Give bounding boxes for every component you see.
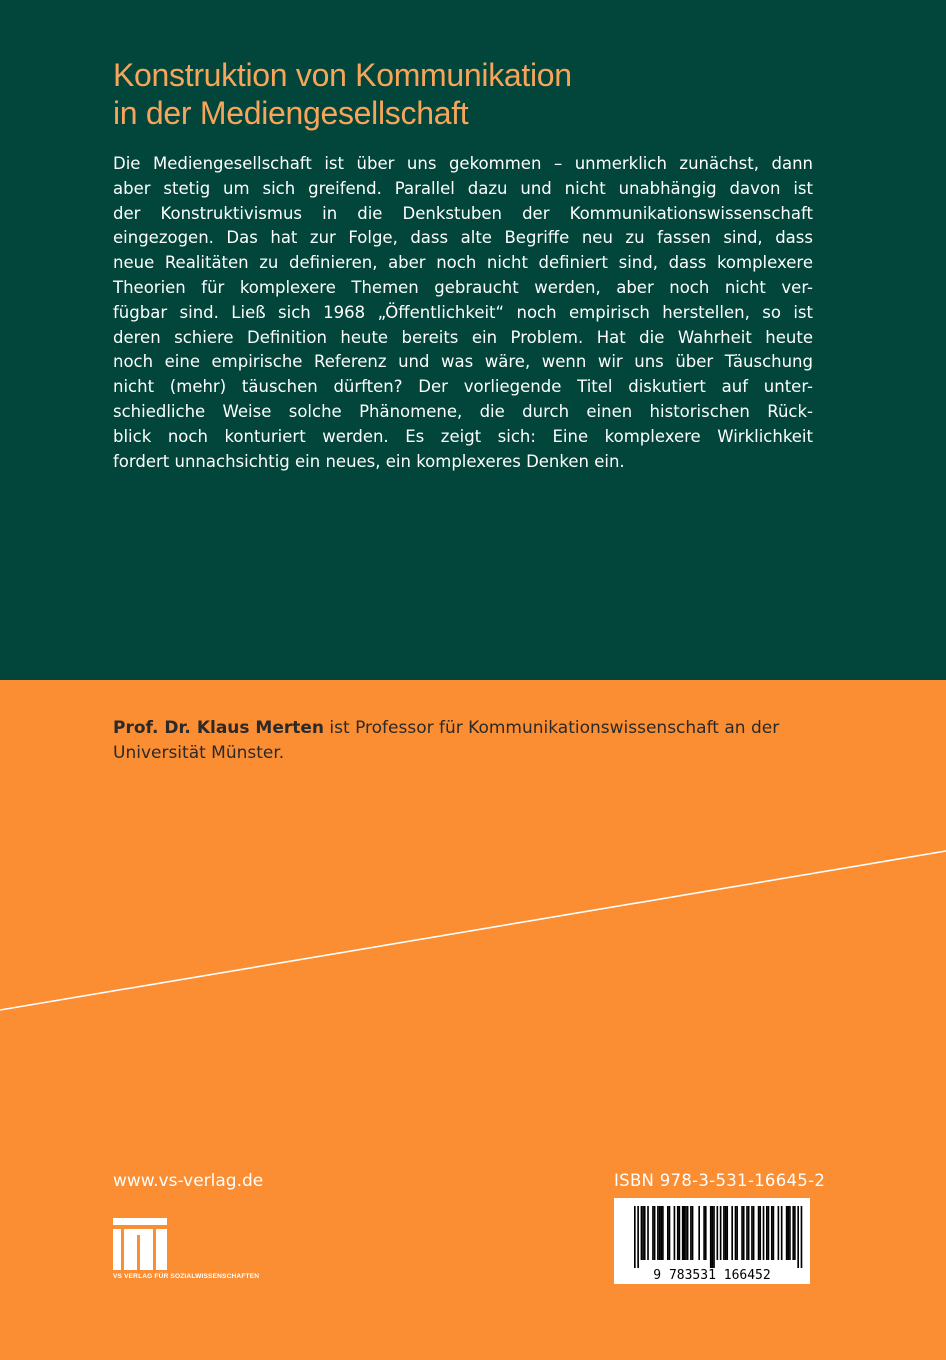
- barcode-bar: [789, 1206, 791, 1260]
- barcode-bar: [679, 1206, 681, 1260]
- barcode-bar: [792, 1206, 794, 1260]
- barcode-bar: [674, 1206, 676, 1260]
- barcode-bar: [685, 1206, 687, 1260]
- barcode-bar: [634, 1206, 636, 1268]
- barcode-bar: [720, 1206, 722, 1260]
- blurb-line: der Konstruktivismus in die Denkstuben der Kommunikationswissenschaft: [113, 203, 813, 223]
- barcode-bar: [766, 1206, 768, 1260]
- barcode-bar: [743, 1206, 745, 1260]
- barcode-bar: [717, 1206, 719, 1260]
- barcode-bar: [652, 1206, 654, 1260]
- barcode-bar: [753, 1206, 755, 1260]
- blurb-line: nicht (mehr) täuschen dürften? Der vorliegende Titel diskutiert auf unter-: [113, 377, 813, 397]
- barcode-bar: [654, 1206, 656, 1260]
- isbn-label: ISBN 978-3-531-16645-2: [614, 1171, 826, 1190]
- barcode-bar: [644, 1206, 646, 1260]
- book-title: [113, 56, 572, 132]
- barcode-bar: [682, 1206, 684, 1260]
- barcode-bar: [669, 1206, 671, 1260]
- barcode-bar: [741, 1206, 743, 1260]
- diagonal-divider-line: [0, 840, 946, 1020]
- barcode-bar: [712, 1206, 714, 1268]
- barcode-bar: [692, 1206, 694, 1260]
- barcode-bar: [801, 1206, 803, 1268]
- barcode-bar: [771, 1206, 773, 1260]
- barcode-bar: [723, 1206, 725, 1260]
- barcode-bar: [731, 1206, 733, 1260]
- blurb-line: neue Realitäten zu definieren, aber noch nicht definiert sind, dass komplexere: [113, 253, 813, 273]
- barcode-bar: [794, 1206, 796, 1260]
- barcode-bar: [687, 1206, 689, 1260]
- barcode-bar: [690, 1206, 692, 1260]
- barcode-bar: [768, 1206, 770, 1260]
- barcode-bar: [758, 1206, 760, 1260]
- barcode-bar: [710, 1206, 712, 1268]
- barcode-bar: [662, 1206, 664, 1260]
- blurb-line: schiedliche Weise solche Phänomene, die durch einen historischen Rück-: [113, 401, 813, 421]
- barcode-bar: [778, 1206, 780, 1260]
- book-title-line-2: in der Mediengesellschaft: [113, 95, 469, 131]
- barcode-bar: [667, 1206, 669, 1260]
- barcode-bar: [660, 1206, 662, 1260]
- barcode-bar: [659, 1206, 661, 1260]
- barcode-bar: [781, 1206, 783, 1260]
- barcode-bar: [642, 1206, 644, 1260]
- barcode-bar: [797, 1206, 799, 1268]
- barcode-bar: [787, 1206, 789, 1260]
- barcode-bar: [736, 1206, 738, 1260]
- blurb-line: deren schiere Definition heute bereits ein Problem. Hat die Wahrheit heute: [113, 327, 813, 347]
- publisher-url[interactable]: www.vs-verlag.de: [113, 1171, 264, 1191]
- barcode-digits: 9 783531 166452: [653, 1268, 771, 1283]
- barcode-bar: [657, 1206, 659, 1260]
- blurb-line: fügbar sind. Ließ sich 1968 „Öffentlichkeit“ noch empirisch herstellen, so ist: [113, 302, 813, 322]
- author-bio: [113, 716, 833, 766]
- barcode-bar: [746, 1206, 748, 1260]
- barcode-bar: [773, 1206, 775, 1260]
- blurb-line: Die Mediengesellschaft ist über uns gekommen – unmerklich zunächst, dann: [113, 154, 813, 173]
- blurb-line: Theorien für komplexere Themen gebraucht werden, aber noch nicht ver-: [113, 277, 813, 297]
- blurb-line: noch eine empirische Referenz und was wäre, wenn wir uns über Täuschung: [113, 352, 813, 372]
- barcode-bar: [684, 1206, 686, 1260]
- barcode-bar: [735, 1206, 737, 1260]
- barcode-bar: [647, 1206, 649, 1260]
- vs-verlag-logo-icon: [113, 1218, 167, 1270]
- book-blurb: [113, 152, 813, 474]
- barcode-bar: [703, 1206, 705, 1260]
- barcode-bar: [677, 1206, 679, 1260]
- author-name: Prof. Dr. Klaus Merten: [113, 718, 325, 738]
- barcode-bar: [748, 1206, 750, 1260]
- book-title-line-1: Konstruktion von Kommunikation: [113, 57, 572, 93]
- author-description: ist Professor für Kommunikationswissenschaft an der Universität Münster.: [113, 718, 780, 763]
- publisher-logo-text: VS VERLAG FÜR SOZIALWISSENSCHAFTEN: [113, 1273, 260, 1280]
- diagonal-line: [0, 851, 946, 1010]
- barcode-bar: [786, 1206, 788, 1260]
- blurb-line: blick noch konturiert werden. Es zeigt sich: Eine komplexere Wirklichkeit: [113, 426, 813, 446]
- barcode-bar: [726, 1206, 728, 1260]
- barcode-bar: [763, 1206, 765, 1260]
- barcode-bar: [637, 1206, 639, 1268]
- barcode-bar: [641, 1206, 643, 1260]
- blurb-line: eingezogen. Das hat zur Folge, dass alte Begriffe neu zu fassen sind, dass: [113, 228, 813, 248]
- barcode-bars: [614, 1198, 810, 1284]
- blurb-line: fordert unnachsichtig ein neues, ein komplexeres Denken ein.: [113, 451, 625, 471]
- barcode-bar: [759, 1206, 761, 1260]
- blurb-line: aber stetig um sich greifend. Parallel dazu und nicht unabhängig davon ist: [113, 178, 813, 198]
- barcode-bar: [751, 1206, 753, 1260]
- barcode-bar: [713, 1206, 715, 1268]
- isbn-barcode: [614, 1198, 810, 1284]
- barcode-bar: [725, 1206, 727, 1260]
- barcode-bar: [705, 1206, 707, 1260]
- barcode-bar: [698, 1206, 700, 1260]
